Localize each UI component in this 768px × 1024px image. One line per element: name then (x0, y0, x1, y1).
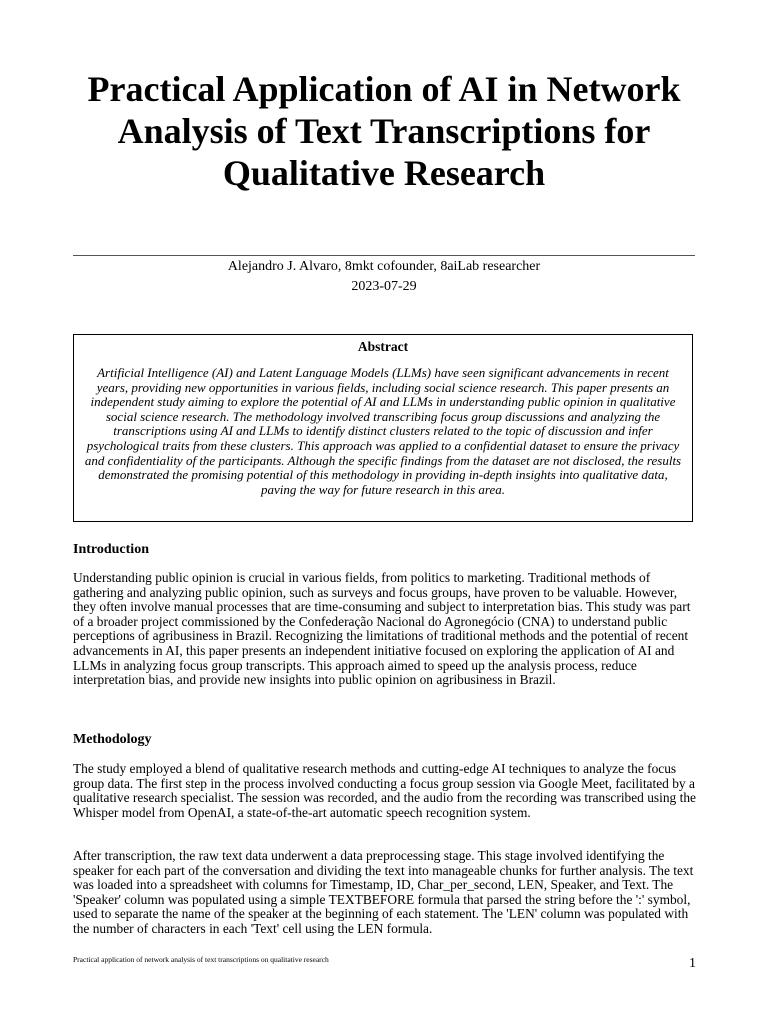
running-footer: Practical application of network analysis of text transcriptions on qualitative research (73, 955, 329, 964)
abstract-text: Artificial Intelligence (AI) and Latent Language Models (LLMs) have seen significant advancements in recent years, providing new opportunities in various fields, including social science research. This paper presents an independent study aiming to explore the potential of AI and LLMs in understanding public opinion in qualitative social science research. The methodology involved transcribing focus group discussions and analyzing the transcriptions using AI and LLMs to identify distinct clusters related to the topic of discussion and infer psychological traits from these clusters. This approach was applied to a confidential dataset to ensure the privacy and confidentiality of the participants. Although the specific findings from the dataset are not disclosed, the results demonstrated the promising potential of this methodology in providing in-depth insights into qualitative data, paving the way for future research in this area. (84, 365, 682, 497)
title-divider (73, 255, 695, 256)
methodology-heading: Methodology (73, 732, 152, 747)
methodology-paragraph-2: After transcription, the raw text data underwent a data preprocessing stage. This stage involved identifying the speaker for each part of the conversation and dividing the text into manageable chunks for further analysis. The text was loaded into a spreadsheet with columns for Timestamp, ID, Char_per_second, LEN, Speaker, and Text. The 'Speaker' column was populated using a simple TEXTBEFORE formula that parsed the string before the ':' symbol, used to separate the name of the speaker at the beginning of each statement. The 'LEN' column was populated with the number of characters in each 'Text' cell using the LEN formula. (73, 848, 694, 936)
methodology-paragraph-1: The study employed a blend of qualitative research methods and cutting-edge AI techniques to analyze the focus group data. The first step in the process involved conducting a focus group session via Google Meet, facilitated by a qualitative research specialist. The session was recorded, and the audio from the recording was transcribed using the Whisper model from OpenAI, a state-of-the-art automatic speech recognition system. (73, 761, 696, 820)
introduction-heading: Introduction (73, 542, 149, 557)
paper-title: Practical Application of AI in Network Analysis of Text Transcriptions for Qualitative Research (87, 69, 681, 193)
publication-date: 2023-07-29 (351, 279, 417, 294)
abstract-box (73, 334, 693, 522)
page-number: 1 (689, 956, 696, 971)
abstract-heading: Abstract (357, 339, 409, 354)
author-line: Alejandro J. Alvaro, 8mkt cofounder, 8aiLab researcher (227, 259, 541, 274)
introduction-paragraph: Understanding public opinion is crucial in various fields, from politics to marketing. Traditional methods of gathering and analyzing public opinion, such as surveys and focus groups, have proven to be valuable. However, they often involve manual processes that are time-consuming and subject to interpretation bias. This study was part of a broader project commissioned by the Confederação Nacional do Agronegócio (CNA) to understand public perceptions of agribusiness in Brazil. Recognizing the limitations of traditional methods and the potential of recent advancements in AI, this paper presents an independent initiative focused on exploring the application of AI and LLMs in analyzing focus group transcripts. This approach aimed to speed up the analysis process, reduce interpretation bias, and provide new insights into public opinion on agribusiness in Brazil. (73, 570, 691, 688)
